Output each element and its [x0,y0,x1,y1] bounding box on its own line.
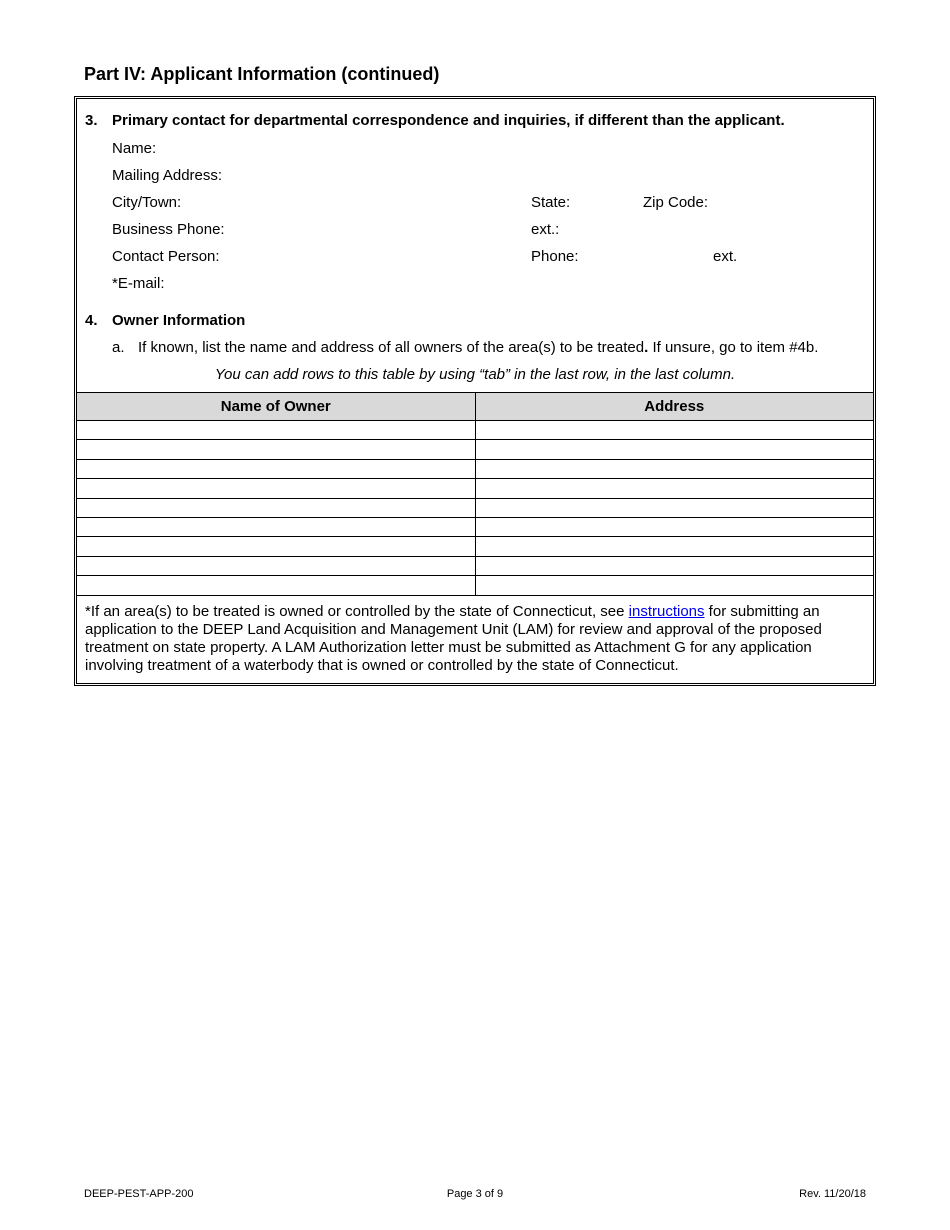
phone-ext-label: ext. [713,248,738,265]
table-row [77,440,873,459]
table-row [77,537,873,556]
owner-address-cell[interactable] [475,498,873,517]
item-a-letter: a. [112,339,125,356]
instructions-link[interactable]: instructions [628,603,705,620]
footer-page-number: Page 3 of 9 [446,1188,504,1200]
table-row [77,459,873,478]
owner-name-cell[interactable] [77,498,475,517]
owner-address-cell[interactable] [475,440,873,459]
contact-person-label: Contact Person: [112,248,220,265]
table-row [77,479,873,498]
owner-address-cell[interactable] [475,517,873,536]
state-ownership-note [85,603,865,675]
owner-name-cell[interactable] [77,479,475,498]
owner-address-cell[interactable] [475,576,873,595]
item-a-text-part3: If unsure, go to item #4b. [648,339,819,356]
section-4-heading: Owner Information [112,312,246,329]
name-label: Name: [112,140,157,157]
footer-revision: Rev. 11/20/18 [799,1188,866,1200]
city-town-label: City/Town: [112,194,182,211]
footer-form-id: DEEP-PEST-APP-200 [84,1188,194,1200]
business-phone-ext-label: ext.: [531,221,560,238]
owner-address-cell[interactable] [475,479,873,498]
owner-name-cell[interactable] [77,459,475,478]
owner-name-cell[interactable] [77,517,475,536]
owner-address-cell[interactable] [475,459,873,478]
mailing-address-label: Mailing Address: [112,167,223,184]
owners-table-header-row [77,393,873,421]
owner-name-cell[interactable] [77,440,475,459]
table-row [77,556,873,575]
owner-address-cell[interactable] [475,537,873,556]
email-label: *E-mail: [112,275,165,292]
table-row [77,421,873,440]
section-3-number: 3. [85,112,98,129]
state-label: State: [531,194,571,211]
form-frame [74,96,876,686]
section-3-heading: Primary contact for departmental correspondence and inquiries, if different than the applicant. [112,112,785,129]
table-row [77,517,873,536]
table-row [77,576,873,595]
owners-table [77,392,873,596]
table-hint: You can add rows to this table by using “tab” in the last row, in the last column. [214,366,736,383]
owner-name-cell[interactable] [77,421,475,440]
owner-address-cell[interactable] [475,421,873,440]
note-text-before-link: *If an area(s) to be treated is owned or controlled by the state of Connecticut, see [85,603,629,620]
item-a-text [138,339,818,356]
item-a-text-part1: If known, list the name and address of all owners of the area(s) to be treated [138,339,645,356]
table-row [77,498,873,517]
address-header: Address [475,393,873,421]
owner-name-cell[interactable] [77,556,475,575]
phone-label: Phone: [531,248,579,265]
business-phone-label: Business Phone: [112,221,225,238]
page-title: Part IV: Applicant Information (continued) [84,64,440,84]
item-a-text-period: . [644,339,649,356]
owner-address-cell[interactable] [475,556,873,575]
note-text-after-link: for submitting an application to the DEEP Land Acquisition and Management Unit (LAM) for review and approval of the proposed treatment on state property. A LAM Authorization letter must be submitted as Attachment G for any application involving treatment of a waterbody that is owned or controlled by the state of Connecticut. [85,603,822,674]
section-4-number: 4. [85,312,98,329]
owner-name-cell[interactable] [77,537,475,556]
zip-code-label: Zip Code: [643,194,709,211]
name-of-owner-header: Name of Owner [77,393,475,421]
owner-name-cell[interactable] [77,576,475,595]
